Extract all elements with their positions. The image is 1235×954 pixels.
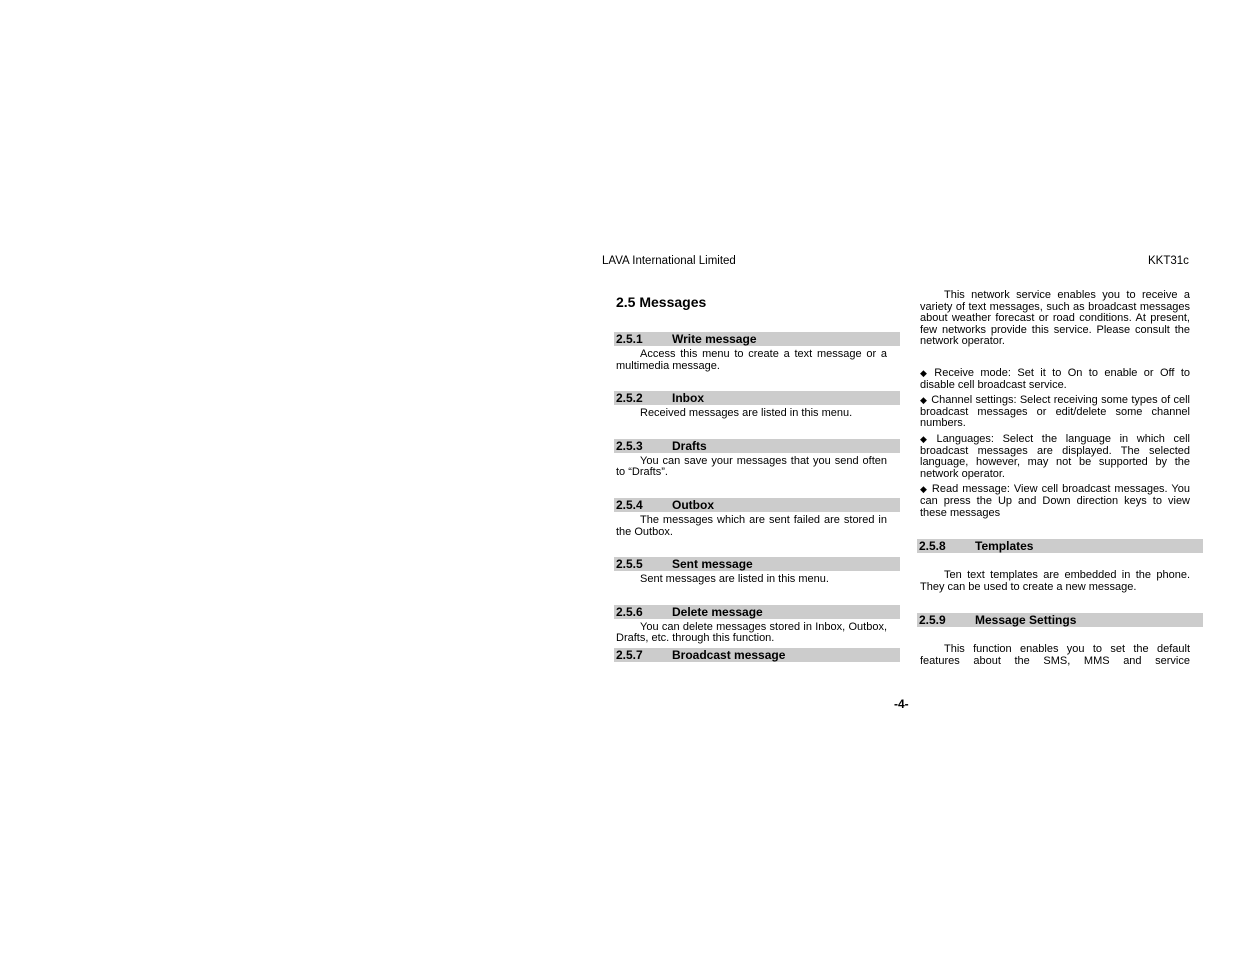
section-header-inbox — [614, 391, 900, 405]
section-number: 2.5.4 — [616, 497, 643, 512]
section-number: 2.5.8 — [919, 539, 946, 554]
section-heading: Sent message — [672, 557, 753, 572]
diamond-bullet-icon: ◆ — [920, 367, 931, 378]
diamond-bullet-icon: ◆ — [920, 433, 933, 444]
right-column — [917, 290, 1203, 667]
section-text: Ten text templates are embedded in the phone. They can be used to create a new message. — [920, 569, 1190, 593]
page-number: -4- — [894, 697, 909, 711]
section-header-drafts — [614, 439, 900, 453]
section-heading: Broadcast message — [672, 647, 786, 662]
section-text: The messages which are sent failed are stored in the Outbox. — [616, 513, 887, 538]
section-number: 2.5.1 — [616, 332, 643, 346]
section-text: You can delete messages stored in Inbox, Outbox, Drafts, etc. through this function. — [616, 620, 887, 645]
section-header-message-settings — [917, 613, 1203, 627]
section-text: You can save your messages that you send often to “Drafts”. — [616, 454, 887, 479]
section-text: Access this menu to create a text message or a multimedia message. — [616, 348, 887, 372]
list-item: ◆ Read message: View cell broadcast messages. You can press the Up and Down direction keys to view these messages — [920, 483, 1190, 519]
list-item: ◆ Channel settings: Select receiving some types of cell broadcast messages or edit/delete some channel numbers. — [920, 394, 1190, 430]
header-company: LAVA International Limited — [602, 255, 736, 267]
section-header-broadcast-message — [614, 648, 900, 662]
list-item: ◆ Receive mode: Set it to On to enable or Off to disable cell broadcast service. — [920, 366, 1190, 391]
section-header-write-message — [614, 332, 900, 346]
diamond-bullet-icon: ◆ — [920, 395, 928, 406]
broadcast-intro-text: This network service enables you to receive a variety of text messages, such as broadcast messages about weather forecast or road conditions. At present, few networks provide this service. Please consult the network operator. — [920, 289, 1190, 348]
section-number: 2.5.7 — [616, 647, 643, 662]
section-heading: Message Settings — [975, 613, 1077, 628]
section-heading: Drafts — [672, 438, 707, 453]
section-heading: Templates — [975, 539, 1034, 554]
section-text: Received messages are listed in this menu. — [640, 407, 853, 420]
section-heading: Inbox — [672, 391, 704, 406]
section-number: 2.5.9 — [919, 613, 946, 628]
diamond-bullet-icon: ◆ — [920, 484, 928, 495]
section-text: This function enables you to set the default features about the SMS, MMS and service — [920, 643, 1190, 667]
section-text: Sent messages are listed in this menu. — [640, 573, 829, 586]
header-model: KKT31c — [1148, 255, 1189, 267]
section-number: 2.5.2 — [616, 391, 643, 406]
section-heading: Write message — [672, 332, 757, 346]
section-header-delete-message — [614, 605, 900, 619]
section-number: 2.5.5 — [616, 557, 643, 572]
list-item: ◆ Languages: Select the language in which cell broadcast messages are displayed. The selected language, however, may not be supported by the network operator. — [920, 432, 1191, 480]
section-header-sent-message — [614, 557, 900, 571]
section-number: 2.5.6 — [616, 604, 643, 619]
section-number: 2.5.3 — [616, 438, 643, 453]
left-column — [614, 290, 900, 662]
section-header-outbox — [614, 498, 900, 512]
section-header-templates — [917, 539, 1203, 553]
section-title: 2.5 Messages — [616, 294, 707, 310]
section-heading: Outbox — [672, 497, 714, 512]
section-heading: Delete message — [672, 604, 763, 619]
